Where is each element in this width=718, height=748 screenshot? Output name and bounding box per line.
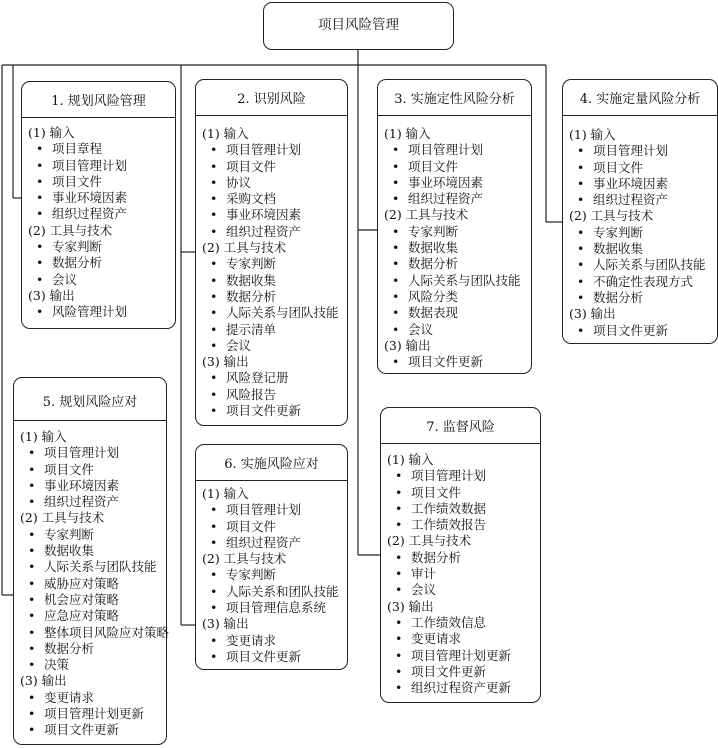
section-label: (2) 工具与技术	[387, 533, 472, 549]
list-item-text: 工作绩效信息	[411, 614, 487, 630]
list-item	[20, 690, 164, 706]
root-title: 项目风险管理	[318, 17, 399, 33]
list-item-text: 数据收集	[44, 543, 95, 559]
list-item	[387, 550, 538, 566]
list-item	[28, 190, 173, 206]
list-item	[387, 664, 538, 680]
list-item	[202, 305, 345, 321]
list-item	[202, 289, 345, 305]
list-item	[202, 403, 345, 419]
list-item	[20, 624, 170, 641]
process-content	[569, 127, 715, 339]
list-item-text: 组织过程资产	[593, 192, 669, 208]
section-label: (2) 工具与技术	[28, 222, 113, 238]
process-box-quantitative-analysis	[562, 79, 718, 344]
list-item	[20, 592, 164, 608]
list-item	[387, 648, 538, 664]
list-item	[20, 722, 164, 738]
list-item	[20, 478, 164, 494]
list-item	[28, 255, 173, 271]
list-item-text: 风险报告	[226, 386, 277, 402]
list-item-text: 项目文件	[408, 158, 459, 174]
list-item	[202, 224, 345, 240]
list-item-text: 项目管理计划更新	[411, 647, 512, 663]
list-item-text: 项目文件更新	[226, 403, 302, 419]
list-item	[202, 207, 345, 223]
list-item	[20, 559, 164, 575]
list-item-text: 数据表现	[408, 305, 459, 321]
list-item-text: 人际关系与团队技能	[226, 305, 339, 321]
list-item-text: 工作绩效报告	[411, 517, 487, 533]
process-content	[20, 429, 170, 739]
list-item	[20, 543, 164, 559]
list-item	[569, 176, 715, 192]
list-item-text: 人际关系与团队技能	[408, 272, 521, 288]
list-item	[202, 142, 345, 158]
list-item-text: 项目文件更新	[408, 354, 484, 370]
list-item	[384, 175, 529, 191]
list-item	[202, 191, 345, 207]
list-item-text: 项目管理计划更新	[44, 706, 145, 722]
process-content	[28, 125, 173, 321]
list-item-text: 提示清单	[226, 321, 277, 337]
section-label: (2) 工具与技术	[202, 240, 287, 256]
list-item	[387, 566, 538, 582]
process-content	[202, 486, 345, 665]
list-item	[202, 387, 345, 403]
list-item-text: 协议	[226, 174, 252, 190]
list-item	[20, 608, 164, 624]
list-item-text: 会议	[408, 321, 434, 337]
process-box-implement-risk-responses	[195, 444, 348, 670]
process-content	[387, 452, 538, 696]
list-item-text: 项目管理计划	[593, 143, 669, 159]
list-item	[202, 600, 345, 616]
section-label: (3) 输出	[20, 673, 67, 689]
list-item	[202, 370, 345, 386]
list-item	[387, 615, 538, 631]
list-item-text: 项目管理计划	[44, 445, 120, 461]
list-item-text: 项目章程	[52, 141, 103, 157]
process-title: 4. 实施定量风险分析	[579, 92, 701, 107]
list-item-text: 项目文件	[44, 461, 95, 477]
section-label: (1) 输入	[384, 126, 431, 141]
root-node	[263, 2, 454, 50]
list-item-text: 数据分析	[52, 255, 103, 271]
list-item	[569, 274, 715, 290]
list-item	[384, 256, 529, 272]
list-item-text: 专家判断	[408, 223, 459, 239]
section-label: (1) 输入	[202, 126, 249, 141]
list-item-text: 事业环境因素	[44, 477, 120, 493]
list-item	[202, 338, 345, 354]
title-divider	[381, 443, 540, 444]
list-item	[28, 272, 173, 288]
list-item	[202, 519, 345, 535]
title-divider	[196, 115, 347, 116]
list-item	[384, 322, 529, 338]
list-item-text: 事业环境因素	[408, 174, 484, 190]
list-item-text: 事业环境因素	[52, 190, 128, 206]
section-label: (3) 输出	[384, 337, 431, 353]
list-item-text: 项目文件更新	[411, 663, 487, 679]
list-item-text: 数据收集	[226, 272, 277, 288]
process-content	[384, 126, 529, 370]
list-item-text: 事业环境因素	[226, 207, 302, 223]
list-item	[28, 239, 173, 255]
list-item-text: 整体项目风险应对策略	[44, 624, 170, 640]
list-item	[20, 494, 164, 510]
list-item-text: 项目文件更新	[593, 322, 669, 338]
process-title: 7. 监督风险	[426, 420, 495, 435]
list-item-text: 决策	[44, 657, 70, 673]
list-item-text: 数据分析	[411, 549, 462, 565]
section-label: (3) 输出	[569, 306, 616, 322]
list-item	[20, 641, 164, 657]
list-item-text: 会议	[52, 271, 78, 287]
list-item	[202, 273, 345, 289]
list-item-text: 项目文件	[226, 518, 277, 534]
title-divider	[22, 117, 175, 118]
list-item-text: 项目文件	[593, 159, 644, 175]
list-item	[384, 273, 529, 289]
list-item	[569, 192, 715, 208]
list-item	[20, 527, 164, 543]
process-box-identify-risks	[195, 79, 348, 426]
list-item	[20, 576, 164, 592]
list-item	[202, 633, 345, 649]
list-item	[569, 160, 715, 176]
list-item	[28, 174, 173, 190]
list-item-text: 威胁应对策略	[44, 575, 120, 591]
process-box-qualitative-analysis	[377, 79, 532, 374]
list-item	[384, 142, 529, 158]
list-item	[28, 206, 173, 222]
list-item	[387, 631, 538, 647]
list-item-text: 事业环境因素	[593, 175, 669, 191]
process-content	[202, 126, 345, 419]
list-item-text: 数据收集	[593, 241, 644, 257]
section-label: (2) 工具与技术	[20, 510, 105, 526]
process-title: 3. 实施定性风险分析	[394, 92, 515, 107]
list-item	[569, 225, 715, 241]
list-item-text: 项目文件	[52, 173, 103, 189]
list-item	[20, 657, 164, 673]
list-item-text: 变更请求	[44, 689, 95, 705]
list-item-text: 风险登记册	[226, 370, 289, 386]
process-title: 5. 规划风险应对	[42, 395, 138, 410]
process-title: 2. 识别风险	[237, 92, 306, 107]
list-item-text: 机会应对策略	[44, 591, 120, 607]
list-item-text: 项目管理计划	[411, 468, 487, 484]
title-divider	[378, 115, 531, 116]
list-item	[569, 257, 715, 273]
section-label: (1) 输入	[202, 486, 249, 501]
list-item-text: 专家判断	[52, 239, 103, 255]
section-label: (3) 输出	[202, 616, 249, 632]
list-item	[28, 158, 173, 174]
list-item	[387, 582, 538, 598]
list-item-text: 专家判断	[44, 526, 95, 542]
list-item	[384, 305, 529, 321]
list-item	[202, 567, 345, 583]
list-item	[28, 141, 173, 157]
list-item-text: 组织过程资产	[44, 494, 120, 510]
list-item	[569, 290, 715, 306]
list-item-text: 不确定性表现方式	[593, 273, 694, 289]
list-item	[384, 289, 529, 305]
process-title: 1. 规划风险管理	[51, 94, 146, 109]
list-item-text: 人际关系与团队技能	[593, 257, 706, 273]
list-item-text: 项目管理计划	[226, 142, 302, 158]
list-item-text: 项目管理计划	[408, 142, 484, 158]
list-item-text: 项目文件	[411, 484, 462, 500]
list-item	[569, 323, 715, 339]
list-item	[384, 191, 529, 207]
section-label: (1) 输入	[569, 127, 616, 142]
list-item	[384, 240, 529, 256]
list-item-text: 数据收集	[408, 240, 459, 256]
title-divider	[563, 115, 717, 116]
list-item-text: 专家判断	[226, 256, 277, 272]
list-item-text: 风险管理计划	[52, 304, 128, 320]
list-item-text: 组织过程资产	[408, 191, 484, 207]
list-item	[20, 462, 164, 478]
list-item-text: 应急应对策略	[44, 608, 120, 624]
process-box-plan-risk-responses	[13, 377, 170, 745]
list-item-text: 数据分析	[44, 640, 95, 656]
list-item	[202, 175, 345, 191]
list-item-text: 会议	[226, 337, 252, 353]
list-item	[569, 241, 715, 257]
title-divider	[196, 480, 347, 481]
list-item-text: 组织过程资产	[226, 534, 302, 550]
section-label: (3) 输出	[387, 598, 434, 614]
list-item-text: 人际关系与团队技能	[44, 559, 157, 575]
list-item	[384, 354, 529, 370]
list-item-text: 组织过程资产	[52, 206, 128, 222]
list-item-text: 人际关系和团队技能	[226, 583, 339, 599]
section-label: (1) 输入	[28, 125, 75, 140]
list-item	[384, 224, 529, 240]
list-item	[387, 517, 538, 533]
list-item	[202, 535, 345, 551]
list-item	[384, 159, 529, 175]
list-item-text: 变更请求	[226, 632, 277, 648]
list-item	[202, 649, 345, 665]
section-label: (1) 输入	[20, 429, 67, 444]
list-item	[202, 159, 345, 175]
list-item-text: 工作绩效数据	[411, 500, 487, 516]
list-item-text: 数据分析	[408, 256, 459, 272]
process-box-plan-risk-management	[21, 81, 176, 329]
list-item-text: 项目管理计划	[52, 157, 128, 173]
list-item	[569, 143, 715, 159]
list-item-text: 专家判断	[226, 567, 277, 583]
list-item-text: 变更请求	[411, 631, 462, 647]
list-item	[202, 322, 345, 338]
list-item	[387, 501, 538, 517]
list-item	[202, 256, 345, 272]
list-item-text: 采购文档	[226, 191, 277, 207]
list-item	[202, 502, 345, 518]
list-item-text: 组织过程资产	[226, 223, 302, 239]
list-item	[28, 304, 173, 320]
list-item-text: 数据分析	[593, 289, 644, 305]
list-item	[20, 706, 164, 722]
process-title: 6. 实施风险应对	[224, 457, 319, 472]
list-item	[202, 584, 345, 600]
section-label: (2) 工具与技术	[384, 207, 469, 223]
list-item-text: 项目文件	[226, 158, 277, 174]
list-item-text: 专家判断	[593, 224, 644, 240]
section-label: (3) 输出	[202, 354, 249, 370]
process-box-monitor-risks	[380, 407, 541, 703]
list-item-text: 审计	[411, 566, 437, 582]
list-item-text: 数据分析	[226, 288, 277, 304]
list-item	[387, 468, 538, 484]
section-label: (1) 输入	[387, 452, 434, 467]
list-item	[20, 445, 164, 461]
list-item-text: 项目文件更新	[44, 722, 120, 738]
list-item-text: 项目管理计划	[226, 502, 302, 518]
list-item-text: 项目管理信息系统	[226, 600, 327, 616]
list-item-text: 项目文件更新	[226, 648, 302, 664]
section-label: (3) 输出	[28, 287, 75, 303]
title-divider	[14, 420, 166, 421]
section-label: (2) 工具与技术	[202, 551, 287, 567]
list-item	[387, 485, 538, 501]
list-item-text: 会议	[411, 582, 437, 598]
list-item	[387, 680, 538, 696]
list-item-text: 组织过程资产更新	[411, 680, 512, 696]
list-item-text: 风险分类	[408, 288, 459, 304]
section-label: (2) 工具与技术	[569, 208, 654, 224]
